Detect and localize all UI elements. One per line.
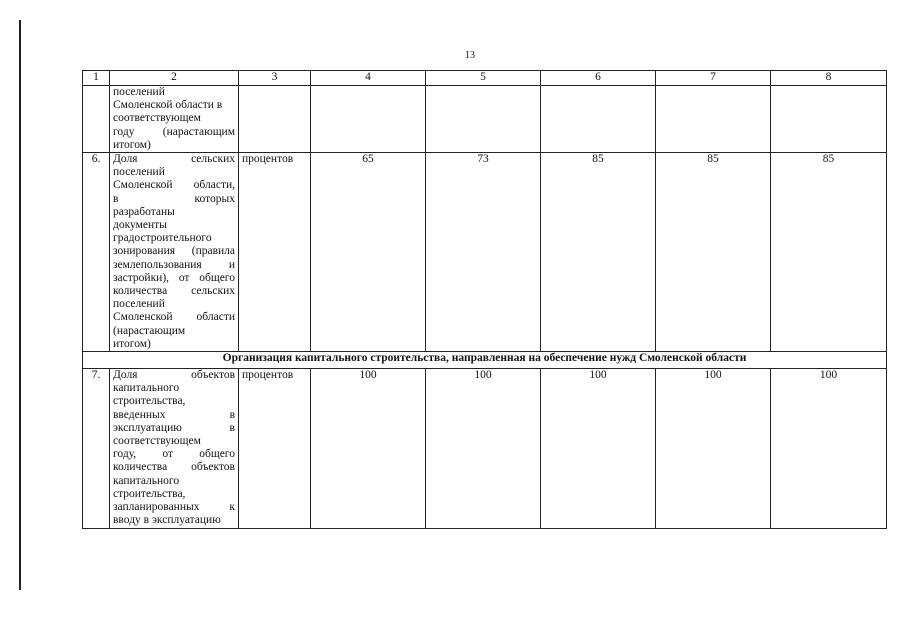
unit-cell bbox=[239, 86, 311, 153]
description-line: эксплуатацию в bbox=[113, 421, 235, 434]
description-line: Смоленской области в bbox=[113, 99, 223, 112]
value-cell bbox=[541, 86, 656, 153]
description-line: соответствующем bbox=[113, 435, 201, 448]
description-line: (нарастающим bbox=[113, 324, 186, 337]
scan-margin-line bbox=[19, 20, 21, 590]
section-title: Организация капитального строительства, направленная на обеспечение нужд Смоленской области bbox=[83, 352, 887, 369]
value-cell: 100 bbox=[771, 369, 887, 528]
description-line: вводу в эксплуатацию bbox=[113, 514, 221, 527]
unit-cell: процентов bbox=[239, 369, 311, 528]
description-line: документы bbox=[113, 219, 167, 232]
header-cell-2: 2 bbox=[110, 71, 239, 86]
description-line: строительства, bbox=[113, 487, 186, 500]
description-line: разработаны bbox=[113, 205, 175, 218]
value-cell bbox=[771, 86, 887, 153]
description-line: Доля объектов bbox=[113, 369, 235, 382]
header-cell-3: 3 bbox=[239, 71, 311, 86]
value-cell: 73 bbox=[426, 153, 541, 352]
page-number: 13 bbox=[465, 50, 475, 61]
value-cell: 100 bbox=[541, 369, 656, 528]
header-cell-1: 1 bbox=[83, 71, 110, 86]
row-number: 6. bbox=[83, 153, 110, 352]
description-line: Смоленской области bbox=[113, 311, 235, 324]
header-cell-4: 4 bbox=[311, 71, 426, 86]
description-line: соответствующем bbox=[113, 112, 201, 125]
description-line: в которых bbox=[113, 192, 235, 205]
value-cell bbox=[426, 86, 541, 153]
indicator-description bbox=[110, 369, 239, 528]
description-line: капитального bbox=[113, 474, 180, 487]
value-cell: 100 bbox=[426, 369, 541, 528]
value-cell: 100 bbox=[311, 369, 426, 528]
description-line: поселений bbox=[113, 86, 165, 98]
description-line: количества сельских bbox=[113, 285, 235, 298]
description-line: поселений bbox=[113, 298, 165, 311]
description-line: поселений bbox=[113, 166, 165, 179]
table-row-7 bbox=[83, 369, 887, 528]
description-line: строительства, bbox=[113, 395, 186, 408]
description-line: году (нарастающим bbox=[113, 125, 235, 138]
description-line: году, от общего bbox=[113, 448, 235, 461]
description-line: зонирования (правила bbox=[113, 245, 235, 258]
description-line: градостроительного bbox=[113, 232, 212, 245]
indicator-description bbox=[110, 86, 239, 153]
value-cell: 85 bbox=[541, 153, 656, 352]
description-line: Смоленской области, bbox=[113, 179, 235, 192]
description-line: итогом) bbox=[113, 337, 151, 350]
header-cell-7: 7 bbox=[656, 71, 771, 86]
section-row bbox=[83, 352, 887, 369]
description-line: застройки), от общего bbox=[113, 271, 235, 284]
description-line: Доля сельских bbox=[113, 153, 235, 166]
unit-cell: процентов bbox=[239, 153, 311, 352]
description-line: количества объектов bbox=[113, 461, 235, 474]
row-number bbox=[83, 86, 110, 153]
header-cell-5: 5 bbox=[426, 71, 541, 86]
value-cell: 100 bbox=[656, 369, 771, 528]
value-cell bbox=[311, 86, 426, 153]
description-line: капитального bbox=[113, 382, 180, 395]
description-line: введенных в bbox=[113, 408, 235, 421]
description-line: землепользования и bbox=[113, 258, 235, 271]
header-row bbox=[83, 71, 887, 86]
row-number: 7. bbox=[83, 369, 110, 528]
header-cell-6: 6 bbox=[541, 71, 656, 86]
value-cell: 85 bbox=[656, 153, 771, 352]
indicators-table bbox=[82, 70, 887, 529]
value-cell bbox=[656, 86, 771, 153]
table-row-continuation bbox=[83, 86, 887, 153]
table-row-6 bbox=[83, 153, 887, 352]
indicator-description bbox=[110, 153, 239, 352]
description-line: итогом) bbox=[113, 138, 151, 151]
header-cell-8: 8 bbox=[771, 71, 887, 86]
description-line: запланированных к bbox=[113, 501, 235, 514]
value-cell: 65 bbox=[311, 153, 426, 352]
value-cell: 85 bbox=[771, 153, 887, 352]
